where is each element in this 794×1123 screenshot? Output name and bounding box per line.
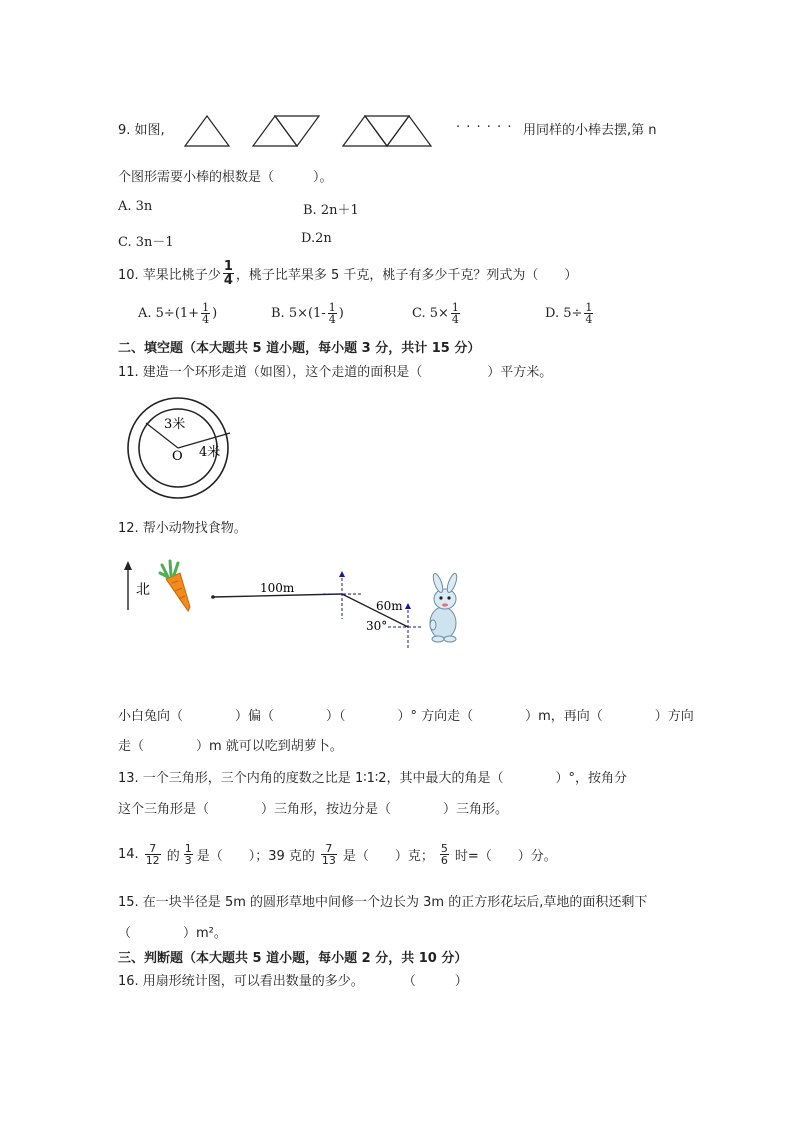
triangle-2a <box>253 116 297 146</box>
q10-stem <box>118 258 577 288</box>
q11-text: 11. 建造一个环形走道（如图），这个走道的面积是（ ）平方米。 <box>118 365 553 380</box>
q9-line2: 个图形需要小棒的根数是（ ）。 <box>118 170 333 185</box>
north-label: 北 <box>136 582 150 598</box>
label-4m: 4米 <box>199 445 221 460</box>
q14-number: 14. <box>118 846 139 862</box>
triangle-3b <box>365 116 409 146</box>
q14-fraction-3: $\frac{7}{13}$ <box>321 841 336 867</box>
section-2-heading: 二、填空题（本大题共 5 道小题，每小题 3 分，共计 15 分） <box>118 341 481 356</box>
triangle-2b <box>275 116 319 146</box>
triangle-3a <box>343 116 387 146</box>
q10-option-b: B. 5×(1- $\frac{1}{4}$ ) <box>271 300 344 326</box>
q9-prefix: 9. 如图, <box>118 123 165 138</box>
q13-line1: 13. 一个三角形，三个内角的度数之比是 1∶1∶2，其中最大的角是（ ）°，按角分 <box>118 771 628 786</box>
q10-fraction: $\frac{1}{4}$ <box>223 258 233 288</box>
q14-fraction-2: $\frac{1}{3}$ <box>184 841 192 867</box>
q14-fraction-1: $\frac{7}{12}$ <box>145 841 160 867</box>
q12-text: 12. 帮小动物找食物。 <box>118 521 247 536</box>
q10-option-a: A. 5÷(1+ $\frac{1}{4}$ ) <box>138 300 218 326</box>
q15-line2: （ ）m²。 <box>118 926 227 941</box>
triangle-3c <box>387 116 431 146</box>
q14-line: 14. $\frac{7}{12}$ 的 $\frac{1}{3}$ 是（ ）；39 克的 $\frac{7}{13}$ 是（ ）克； $\frac{5}{6}$ 时=（ ）分。 <box>118 841 557 867</box>
section-3-heading: 三、判断题（本大题共 5 道小题，每小题 2 分，共 10 分） <box>118 951 468 966</box>
q14-fraction-4: $\frac{5}{6}$ <box>440 841 448 867</box>
q9-option-d: D.2n <box>301 231 332 246</box>
q10-post: ，桃子比苹果多 5 千克，桃子有多少千克？列式为（ ） <box>235 267 578 283</box>
q9-option-b: B. 2n＋1 <box>303 203 359 218</box>
distance-60m: 60m <box>376 599 403 613</box>
q10-option-d: D. 5÷ $\frac{1}{4}$ <box>545 300 593 326</box>
q13-line2: 这个三角形是（ ）三角形，按边分是（ ）三角形。 <box>118 802 509 817</box>
q12-line2: 走（ ）m 就可以吃到胡萝卜。 <box>118 739 343 754</box>
q9-option-a: A. 3n <box>118 199 153 214</box>
triangle-1 <box>185 116 229 146</box>
q12-line1: 小白兔向（ ）偏（ ）（ ）° 方向走（ ）m，再向（ ）方向 <box>118 709 694 724</box>
q9-option-c: C. 3n－1 <box>118 235 174 250</box>
carrot-icon <box>160 561 190 611</box>
q9-dots: · · · · · · <box>456 120 513 135</box>
ring-diagram <box>122 394 238 500</box>
center-label: O <box>172 449 183 464</box>
q15-line1: 15. 在一块半径是 5m 的圆形草地中间修一个边长为 3m 的正方形花坛后,草地的面积还剩下 <box>118 895 648 910</box>
rabbit-icon <box>430 572 459 642</box>
q10-pre: 10. 苹果比桃子少 <box>118 267 221 283</box>
label-3m: 3米 <box>164 417 186 432</box>
distance-100m: 100m <box>260 581 295 595</box>
q10-option-c: C. 5× $\frac{1}{4}$ <box>412 300 459 326</box>
q16-text: 16. 用扇形统计图，可以看出数量的多少。 （ ） <box>118 974 468 989</box>
angle-30: 30° <box>366 619 388 633</box>
north-arrow-icon <box>124 561 132 610</box>
triangle-figures <box>180 112 440 150</box>
route-diagram <box>118 555 478 655</box>
q9-tail: 用同样的小棒去摆,第 n <box>523 123 657 138</box>
